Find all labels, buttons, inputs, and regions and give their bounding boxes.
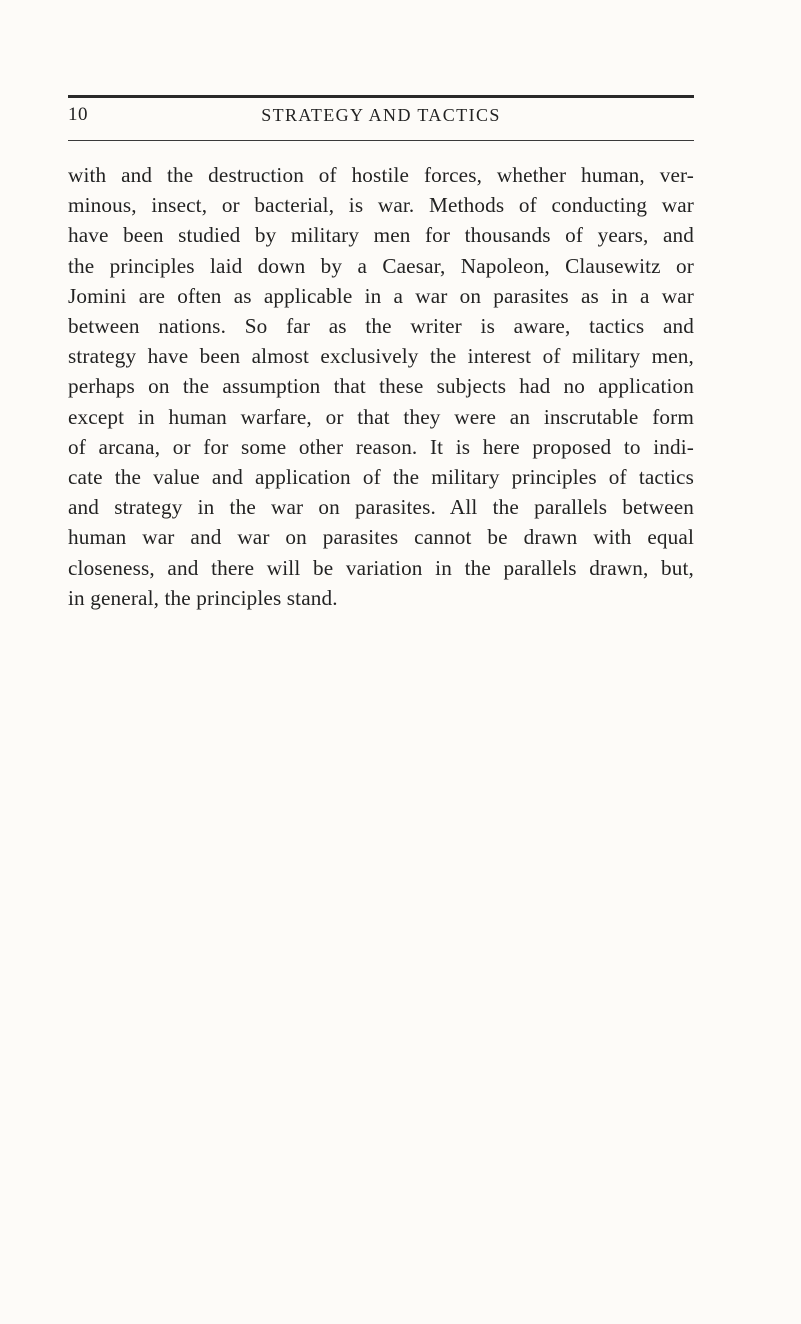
text-line: of arcana, or for some other reason. It is here proposed to indi- [68, 434, 694, 459]
text-line: strategy have been almost exclusively the interest of military men, [68, 344, 694, 369]
text-line: human war and war on parasites cannot be drawn with equal [68, 525, 694, 550]
text-line: perhaps on the assumption that these subjects had no application [68, 374, 694, 399]
text-line: minous, insect, or bacterial, is war. Methods of conducting war [68, 193, 694, 218]
text-line: except in human warfare, or that they were an inscrutable form [68, 404, 694, 429]
text-line: and strategy in the war on parasites. All the parallels between [68, 495, 694, 520]
text-line: with and the destruction of hostile forces, whether human, ver- [68, 163, 694, 187]
text-line: in general, the principles stand. [68, 585, 338, 610]
text-line: cate the value and application of the military principles of tactics [68, 465, 694, 490]
text-line: Jomini are often as applicable in a war on parasites as in a war [68, 283, 694, 308]
running-head [68, 103, 694, 127]
text-line: have been studied by military men for thousands of years, and [68, 223, 694, 248]
text-line: closeness, and there will be variation in the parallels drawn, but, [68, 555, 694, 580]
page-number: 10 [68, 104, 88, 125]
text-line: the principles laid down by a Caesar, Napoleon, Clausewitz or [68, 253, 694, 278]
text-line: between nations. So far as the writer is aware, tactics and [68, 314, 694, 339]
header-bottom-rule [68, 140, 694, 141]
body-paragraph [68, 160, 694, 613]
running-title: STRATEGY AND TACTICS [261, 105, 501, 125]
header-top-rule [68, 95, 694, 98]
